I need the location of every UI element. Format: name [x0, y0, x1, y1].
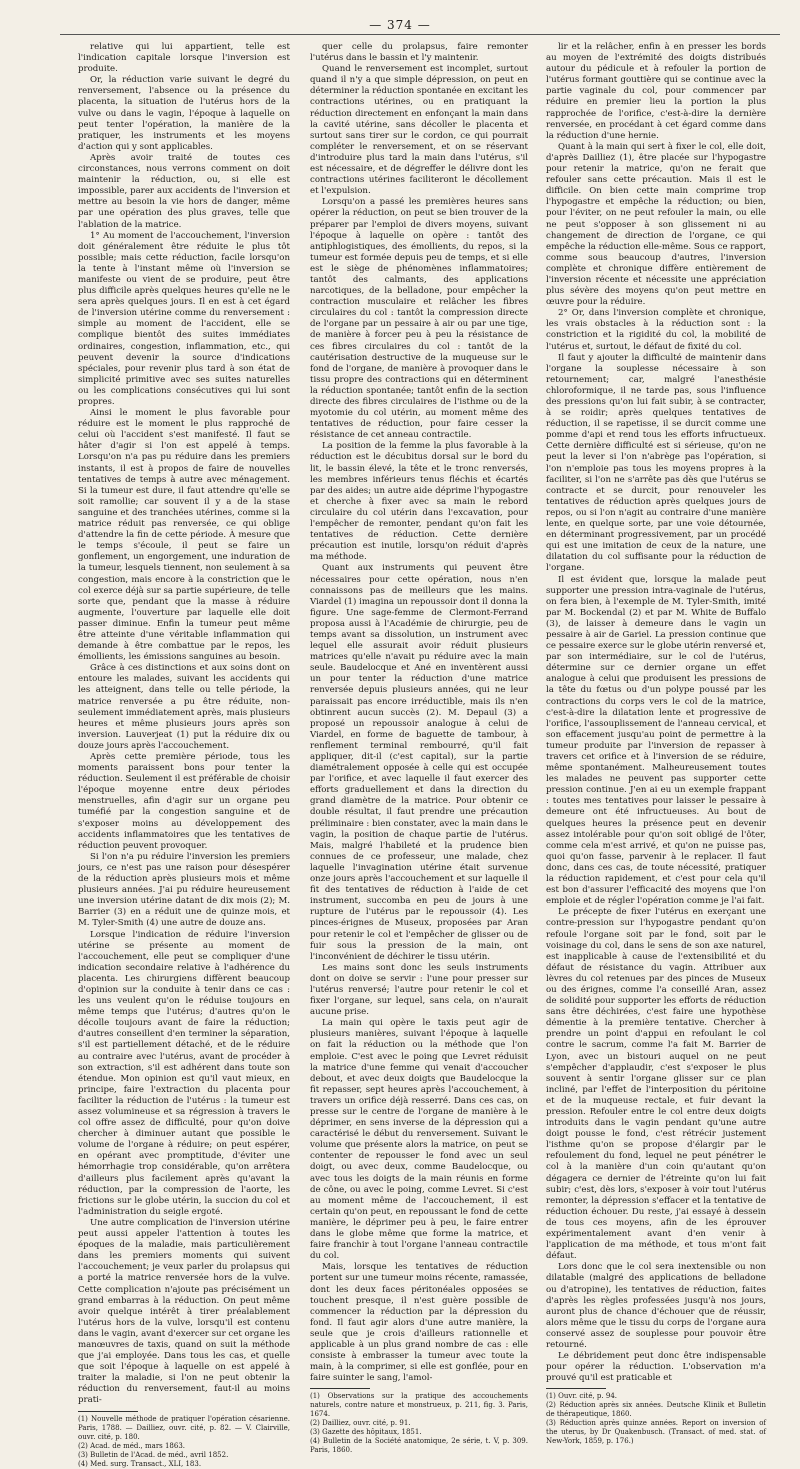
paragraph: relative qui lui appartient, telle est l'indication capitale lorsque l'inversion est produite. — [78, 42, 290, 75]
paragraph: Le précepte de fixer l'utérus en exerçant une contre-pression sur l'hypogastre pendant qu'on refoule l'organe soit par le fond, soit par le voisinage du col, dans le sens de son axe naturel, est inapplicable à cause de l'extensibilité et du défaut de résistance du vagin. Attribuer aux lèvres du col retenues par des pinces de Museux ou des érignes, comme l'a conseillé Aran, assez de solidité pour supporter les efforts de réduction sans être déchirées, c'est faire une hypothèse démentie à la première tentative. Chercher à prendre un point d'appui en refoulant le col contre le sacrum, comme l'a fait M. Barrier de Lyon, avec un bistouri auquel on ne peut s'empêcher d'applaudir, c'est s'exposer le plus souvent à sentir l'organe glisser sur ce plan incliné, par l'effet de l'interposition du péritoine et de la muqueuse rectale, et fuir devant la pression. Refouler entre le col entre deux doigts introduits dans le vagin pendant qu'une autre doigt pousse le fond, c'est rétrécir justement l'isthme qu'on se propose d'élargir par le refoulement du fond, lequel ne peut pénétrer le col à la manière d'un coin qu'autant qu'on dégagera ce dernier de l'étreinte qu'on lui fait subir; c'est, dès lors, s'exposer à voir tout l'utérus remonter, la dépression s'effacer et la tentative de réduction échouer. Du reste, j'ai essayé à dessein de tous ces moyens, afin de les éprouver expérimentalement avant d'en venir à l'application de ma méthode, et tous m'ont fait défaut. — [546, 907, 766, 1262]
footnote: (1) Observations sur la pratique des accouchements naturels, contre nature et monstrueux, p. 211, fig. 3. Paris, 1674. — [310, 1392, 528, 1419]
footnote-rule — [310, 1388, 370, 1389]
header-rule — [60, 34, 780, 35]
footnote: (1) Nouvelle méthode de pratiquer l'opération césarienne. Paris, 1788. — Dailliez, ouvr. cité, p. 82. — V. Clairville, ouvr. cité, p. 180. — [78, 1414, 290, 1441]
footnote: (3) Gazette des hôpitaux, 1851. — [310, 1428, 422, 1437]
paragraph: lir et la relâcher, enfin à en presser les bords au moyen de l'extrémité des doigts distribués autour du pédicule et à refouler la portion de l'utérus formant gouttière qui se continue avec la partie vaginale du col, pour commencer par réduire en premier lieu la portion la plus rapprochée de l'orifice, c'est-à-dire la dernière renversée, en procédant à cet égard comme dans la réduction d'une hernie. — [546, 42, 766, 141]
paragraph: La main qui opère le taxis peut agir de plusieurs manières, suivant l'époque à laquelle on fait la réduction ou la méthode que l'on emploie. C'est avec le poing que Levret réduisit la matrice d'une femme qui venait d'accoucher debout, et avec deux doigts que Baudelocque la fit repasser, sept heures après l'accouchement, à travers un orifice déjà resserré. Dans ces cas, on presse sur le centre de l'organe de manière à le déprimer, en sens inverse de la dépression qui a caractérisé le début du renversement. Suivant le volume que présente alors la matrice, on peut se contenter de repousser le fond avec un seul doigt, ou avec deux, comme Baudelocque, ou avec tous les doigts de la main réunis en forme de cône, ou avec le poing, comme Levret. Si c'est au moment même de l'accouchement, il est certain qu'on peut, en repoussant le fond de cette manière, le déprimer peu à peu, le faire entrer dans le globe même que forme la matrice, et faire franchir à tout l'organe l'anneau contractile du col. — [310, 1018, 528, 1262]
paragraph: Il faut y ajouter la difficulté de maintenir dans l'organe la souplesse nécessaire à son retournement; car, malgré l'anesthésie chloroformique, il ne tarde pas, sous l'influence des pressions qu'on lui fait subir, à se contracter, à se roidir; après quelques tentatives de réduction, il se rapetisse, il se durcit comme une pomme d'api et rend tous les efforts infructueux. Cette dernière difficulté est si sérieuse, qu'on ne peut la lever si l'on n'abrège pas l'opération, si l'on n'emploie pas tous les moyens propres à la faciliter, si l'on ne s'arrête pas dès que l'utérus se contracte et se durcit, pour renouveler les tentatives de réduction après quelques jours de repos, ou si l'on n'agit au contraire d'une manière lente, en quelque sorte, par une voie détournée, en déterminant progressivement, par un procédé qui est une imitation de ceux de la nature, une dilatation du col suffisante pour la réduction de l'organe. — [546, 352, 766, 574]
paragraph: Quand le renversement est incomplet, surtout quand il n'y a que simple dépression, on peut en déterminer la réduction spontanée en excitant les contractions utérines, ou en pratiquant la réduction directement en enfonçant la main dans la cavité utérine, sans décoller le placenta et surtout sans tirer sur le cordon, ce qui pourrait compléter le renversement, et on se réservant d'introduire plus tard la main dans l'utérus, s'il est nécessaire, et de dégreffer le délivre dont les contractions utérines faciliteront le décollement et l'expulsion. — [310, 64, 528, 197]
footnote: (3) Réduction après quinze années. Report on inversion of the uterus, by Dr Quakenbusch. (Transact. of med. stat. of New-York, 1859, p. 176.) — [546, 1419, 766, 1446]
paragraph: La position de la femme la plus favorable à la réduction est le décubitus dorsal sur le bord du lit, le bassin élevé, la tête et le tronc renversés, les membres inférieurs tenus fléchis et écartés par des aides; un autre aide déprime l'hypogastre et cherche à fixer avec sa main le rebord circulaire du col utérin dans l'excavation, pour l'empêcher de remonter, pendant qu'on fait les tentatives de réduction. Cette dernière précaution est inutile, lorsqu'on réduit d'après ma méthode. — [310, 441, 528, 563]
footnote: (4) Med. surg. Transact., XLI, 183. — [78, 1459, 202, 1468]
paragraph: quer celle du prolapsus, faire remonter l'utérus dans le bassin et l'y maintenir. — [310, 42, 528, 64]
paragraph: Après cette première période, tous les moments paraissent bons pour tenter la réduction. Seulement il est préférable de choisir l'époque moyenne entre deux périodes menstruelles, afin d'agir sur un organe peu tuméfié par la congestion sanguine et de s'exposer moins au développement des accidents inflammatoires que les tentatives de réduction peuvent provoquer. — [78, 752, 290, 851]
footnote: (3) Bulletin de l'Acad. de méd., avril 1852. — [78, 1450, 229, 1459]
paragraph: Quant aux instruments qui peuvent être nécessaires pour cette opération, nous n'en connaissons pas de meilleurs que les mains. Viardel (1) imagina un repoussoir dont il donna la figure. Une sage-femme de Clermont-Ferrand proposa aussi à l'Académie de chirurgie, peu de temps avant sa dissolution, un instrument avec lequel elle assurait avoir réduit plusieurs matrices qu'elle n'avait pu réduire avec la main seule. Baudelocque et Ané en inventèrent aussi un pour tenter la réduction d'une matrice renversée depuis plusieurs années, qui ne leur paraissait pas encore irréductible, mais ils n'en obtinrent aucun succès (2). M. Depaul (3) a proposé un repoussoir analogue à celui de Viardel, en forme de baguette de tambour, à renflement terminal rembourré, qu'il fait appliquer, dit-il (c'est capital), sur la partie diamétralement opposée à celle qui est occupée par l'orifice, et avec laquelle il faut exercer des efforts graduellement et dans la direction du grand diamètre de la matrice. Pour obtenir ce double résultat, il faut prendre une précaution préliminaire : bien constater, avec la main dans le vagin, la position de chaque partie de l'utérus. Mais, malgré l'habileté et la prudence bien connues de ce professeur, une malade, chez laquelle l'invagination utérine était survenue onze jours après l'accouchement et sur laquelle il fit des tentatives de réduction à l'aide de cet instrument, succomba en peu de jours à une rupture de l'utérus par le repoussoir (4). Les pinces-érignes de Museux, proposées par Aran pour retenir le col et l'empêcher de glisser ou de fuir sous la pression de la main, ont l'inconvénient de déchirer le tissu utérin. — [310, 563, 528, 962]
paragraph: Lorsqu'on a passé les premières heures sans opérer la réduction, on peut se bien trouver de la préparer par l'emploi de divers moyens, suivant l'époque à laquelle on opère : tantôt des antiphlogistiques, des émollients, du repos, si la tumeur est formée depuis peu de temps, et si elle est le siège de phénomènes inflammatoires; tantôt des calmants, des applications narcotiques, de la belladone, pour empêcher la contraction musculaire et relâcher les fibres circulaires du col : tantôt la compression directe de l'organe par un pessaire à air ou par une tige, de manière à forcer peu à peu la résistance de ces fibres circulaires du col : tantôt de la cautérisation destructive de la muqueuse sur le fond de l'organe, de manière à provoquer dans le tissu propre des contractions qui en déterminent la réduction spontanée; tantôt enfin de la section directe des fibres circulaires de l'isthme ou de la myotomie du col utérin, au moment même des tentatives de réduction, pour faire cesser la résistance de cet anneau contractile. — [310, 197, 528, 441]
paragraph: 2° Or, dans l'inversion complète et chronique, les vrais obstacles à la réduction sont : la constriction et la rigidité du col, la mobilité de l'utérus et, surtout, le défaut de fixité du col. — [546, 308, 766, 352]
paragraph: Quant à la main qui sert à fixer le col, elle doit, d'après Dailliez (1), être placée sur l'hypogastre pour retenir la matrice, qu'on ne ferait que refouler sans cette précaution. Mais il est le difficile. On bien cette main comprime trop l'hypogastre et empêche la réduction; ou bien, pour l'éviter, on ne peut refouler la main, ou elle ne peut s'opposer à son glissement ni au changement de direction de l'organe, ce qui empêche la réduction elle-même. Sous ce rapport, comme sous beaucoup d'autres, l'inversion complète et chronique diffère entièrement de l'inversion récente et nécessite une appréciation plus sévère des moyens qu'on peut mettre en œuvre pour la réduire. — [546, 141, 766, 308]
footnote-rule — [546, 1388, 606, 1389]
paragraph: Grâce à ces distinctions et aux soins dont on entoure les malades, suivant les accidents qui les atteignent, dans telle ou telle période, la matrice renversée a pu être réduite, non-seulement immédiatement après, mais plusieurs heures et même plusieurs jours après son inversion. Lauverjeat (1) put la réduire dix ou douze jours après l'accouchement. — [78, 663, 290, 751]
column-3 — [546, 42, 766, 1446]
paragraph: Lors donc que le col sera inextensible ou non dilatable (malgré des applications de belladone ou d'atropine), les tentatives de réduction, faites d'après les règles professées jusqu'à nos jours, auront plus de chance d'échouer que de réussir, alors même que le tissu du corps de l'organe aura conservé assez de souplesse pour pouvoir être retourné. — [546, 1262, 766, 1350]
paragraph: 1° Au moment de l'accouchement, l'inversion doit généralement être réduite le plus tôt possible; mais cette réduction, facile lorsqu'on la tente à l'instant même où l'inversion se manifeste ou vient de se produire, peut être plus difficile après quelques heures qu'elle ne le sera après quelques jours. Il en est à cet égard de l'inversion utérine comme du renversement : simple au moment de l'accident, elle se complique bientôt des suites immédiates ordinaires, congestion, inflammation, etc., qui peuvent devenir la source d'indications spéciales, pour revenir plus tard à son état de simplicité primitive avec ses suites naturelles ou les complications consécutives qui lui sont propres. — [78, 230, 290, 407]
paragraph: Il est évident que, lorsque la malade peut supporter une pression intra-vaginale de l'utérus, on fera bien, à l'exemple de M. Tyler-Smith, imité par M. Bockendal (2) et par M. White de Buffalo (3), de laisser à demeure dans le vagin un pessaire à air de Gariel. La pression continue que ce pessaire exerce sur le globe utérin renversé et, par son intermédiaire, sur le col de l'utérus, détermine sur ce dernier organe un effet analogue à celui que produisent les pressions de la tête du fœtus ou d'un polype poussé par les contractions du corps vers le col de la matrice, c'est-à-dire la dilatation lente et progressive de l'orifice, l'assouplissement de l'anneau cervical, et son effacement jusqu'au point de permettre à la tumeur produite par l'inversion de repasser à travers cet orifice et à l'inversion de se réduire, même spontanément. Malheureusement toutes les malades ne peuvent pas supporter cette pression continue. J'en ai eu un exemple frappant : toutes mes tentatives pour laisser le pessaire à demeure ont été infructueuses. Au bout de quelques heures la présence peut en devenir assez intolérable pour qu'on soit obligé de l'ôter, comme cela m'est arrivé, et qu'on ne puisse pas, quoi qu'on fasse, parvenir à le replacer. Il faut donc, dans ces cas, de toute nécessité, pratiquer la réduction rapidement, et c'est pour cela qu'il est bon d'assurer l'efficacité des moyens que l'on emploie et de régler l'opération comme je l'ai fait. — [546, 574, 766, 907]
column-2 — [310, 42, 528, 1455]
footnote-rule — [78, 1411, 138, 1412]
paragraph: Le débridement peut donc être indispensable pour opérer la réduction. L'observation m'a prouvé qu'il est praticable et — [546, 1351, 766, 1384]
paragraph: Après avoir traité de toutes ces circonstances, nous verrons comment on doit maintenir la réduction, ou, si elle est impossible, parer aux accidents de l'inversion et mettre au besoin la vie hors de danger, même par une opération des plus graves, telle que l'ablation de la matrice. — [78, 152, 290, 230]
column-1 — [78, 42, 291, 1468]
paragraph: Lorsque l'indication de réduire l'inversion utérine se présente au moment de l'accouchement, elle peut se compliquer d'une indication secondaire relative à l'adhérence du placenta. Les chirurgiens diffèrent beaucoup d'opinion sur la conduite à tenir dans ce cas : les uns veulent qu'on le réduise toujours en même temps que l'utérus; d'autres qu'on le décolle toujours avant de faire la réduction; d'autres conseillent d'en terminer la séparation, s'il est partiellement détaché, et de le réduire au contraire avec l'utérus, avant de procéder à son extraction, s'il est adhérent dans toute son étendue. Mon opinion est qu'il vaut mieux, en principe, faire l'extraction du placenta pour faciliter la réduction de l'utérus : la tumeur est assez volumineuse et sa régression à travers le col offre assez de difficulté, pour qu'on doive chercher à diminuer autant que possible le volume de l'organe à réduire; on peut espérer, en opérant avec promptitude, d'éviter une hémorrhagie trop considérable, qu'on arrêtera d'ailleurs plus facilement après qu'avant la réduction, par la compression de l'aorte, les frictions sur le globe utérin, la succion du col et l'administration du seigle ergoté. — [78, 929, 290, 1217]
paragraph: Mais, lorsque les tentatives de réduction portent sur une tumeur moins récente, ramassée, dont les deux faces péritonéales opposées se touchent presque, il n'est guère possible de commencer la réduction par la dépression du fond. Il faut agir alors d'une autre manière, la seule que je crois d'ailleurs rationnelle et applicable à un plus grand nombre de cas : elle consiste à embrasser la tumeur avec toute la main, à la comprimer, si elle est gonflée, pour en faire suinter le sang, l'amol- — [310, 1262, 528, 1384]
paragraph: Ainsi le moment le plus favorable pour réduire est le moment le plus rapproché de celui où l'accident s'est manifesté. Il faut se hâter d'agir si l'on est appelé à temps. Lorsqu'on n'a pas pu réduire dans les premiers instants, il est à propos de faire de nouvelles tentatives de temps à autre avec ménagement. Si la tumeur est dure, il faut attendre qu'elle se soit ramollie; car souvent il y a de la stase sanguine et des tranchées utérines, comme si la matrice réduit pas renversée, ce qui oblige d'attendre la fin de cette période. À mesure que le temps s'écoule, il peut se faire un gonflement, un engorgement, une induration de la tumeur, lesquels tiennent, non seulement à sa congestion, mais encore à la constriction que le col exerce déjà sur sa partie supérieure, de telle sorte que, pendant que la masse à réduire augmente, l'ouverture par laquelle elle doit passer diminue. Enfin la tumeur peut même être atteinte d'une véritable inflammation qui demande à être combattue par le repos, les émollients, les émissions sanguines au besoin. — [78, 408, 290, 663]
paragraph: Or, la réduction varie suivant le degré du renversement, l'absence ou la présence du placenta, la situation de l'utérus hors de la vulve ou dans le vagin, l'époque à laquelle on peut tenter l'opération, la manière de la pratiquer, les instruments et les moyens d'action qui y sont applicables. — [78, 75, 290, 152]
paragraph: Les mains sont donc les seuls instruments dont on doive se servir : l'une pour presser sur l'utérus renversé; l'autre pour retenir le col et fixer l'organe, sur lequel, sans cela, on n'aurait aucune prise. — [310, 962, 528, 1018]
paragraph: Si l'on n'a pu réduire l'inversion les premiers jours, ce n'est pas une raison pour désespérer de la réduction après plusieurs mois et même plusieurs années. J'ai pu réduire heureusement une inversion utérine datant de dix mois (2); M. Barrier (3) en a réduit une de quinze mois, et M. Tyler-Smith (4) une autre de douze ans. — [78, 851, 290, 929]
page-number: — 374 — — [369, 18, 431, 32]
paragraph: Une autre complication de l'inversion utérine peut aussi appeler l'attention à toutes les époques de la maladie, mais particulièrement dans les premiers moments qui suivent l'accouchement; je veux parler du prolapsus qui a porté la matrice renversée hors de la vulve. Cette complication n'ajoute pas précisément un grand embarras à la réduction. On peut même avoir quelque intérêt à tirer préalablement l'utérus hors de la vulve, lorsqu'il est contenu dans le vagin, avant d'exercer sur cet organe les manœuvres de taxis, quand on suit la méthode que j'ai employée. Dans tous les cas, et quelle que soit l'époque à laquelle on est appelé à traiter la maladie, si l'on ne peut obtenir la réduction du renversement, faut-il au moins prati- — [78, 1217, 291, 1406]
footnote: (1) Ouvr. cité, p. 94. — [546, 1392, 617, 1401]
footnote: (4) Bulletin de la Société anatomique, 2e série, t. V, p. 309. Paris, 1860. — [310, 1437, 528, 1455]
footnote: (2) Acad. de méd., mars 1863. — [78, 1441, 186, 1450]
footnote: (2) Réduction après six années. Deutsche Klinik et Bulletin de thérapeutique, 1860. — [546, 1401, 766, 1419]
footnote: (2) Dailliez, ouvr. cité, p. 91. — [310, 1419, 411, 1428]
